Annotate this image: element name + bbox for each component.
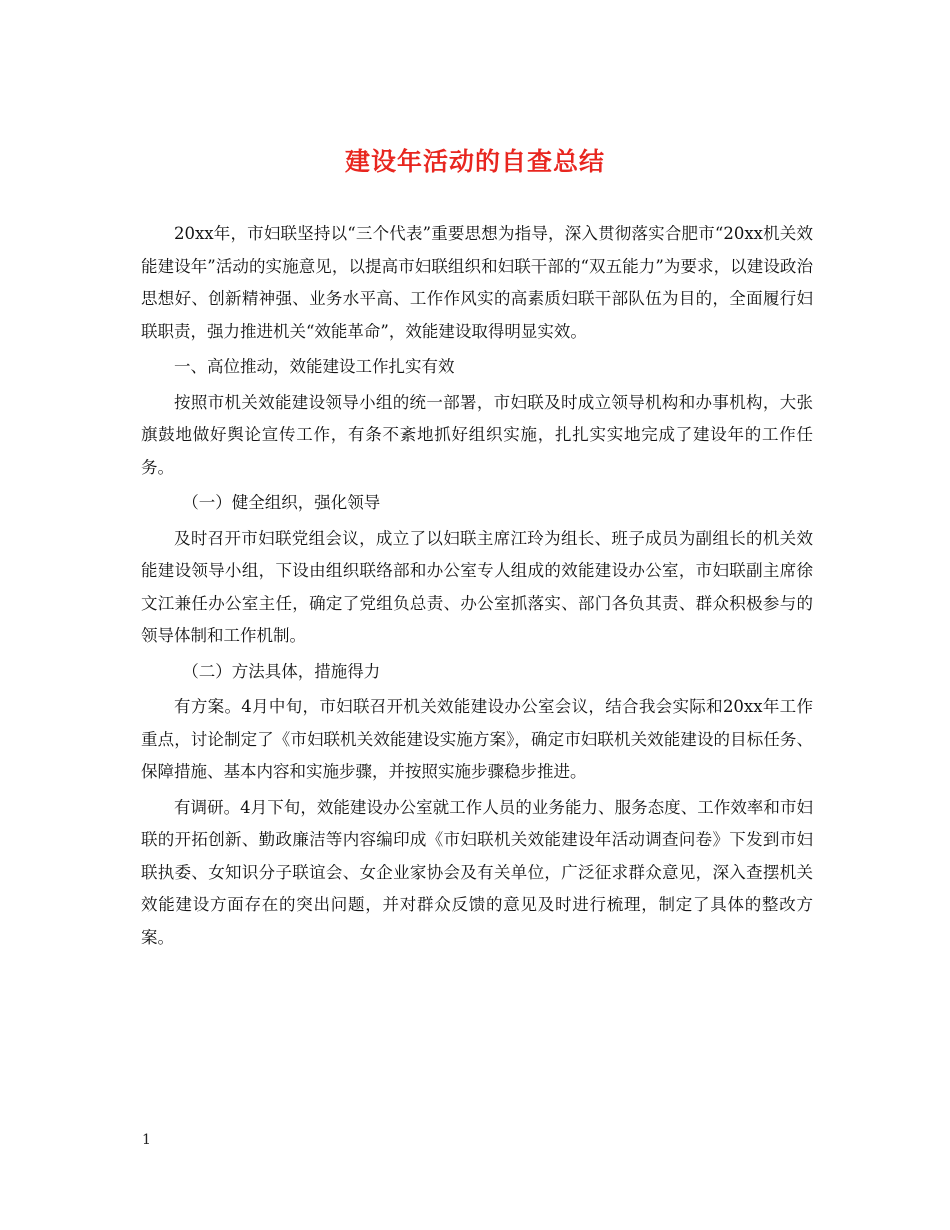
plan-paragraph: 有方案。4月中旬，市妇联召开机关效能建设办公室会议，结合我会实际和20xx年工作重点，讨论制定了《市妇联机关效能建设实施方案》，确定市妇联机关效能建设的目标任务、保障措施、基本内容和实施步骤，并按照实施步骤稳步推进。 (141, 697, 813, 781)
subsection-1-paragraph: 及时召开市妇联党组会议，成立了以妇联主席江玲为组长、班子成员为副组长的机关效能建设领导小组，下设由组织联络部和办公室专人组成的效能建设办公室，市妇联副主席徐文江兼任办公室主任，确定了党组负总责、办公室抓落实、部门各负其责、群众积极参与的领导体制和工作机制。 (141, 528, 813, 645)
intro-paragraph: 20xx年，市妇联坚持以“三个代表”重要思想为指导，深入贯彻落实合肥市“20xx机关效能建设年”活动的实施意见，以提高市妇联组织和妇联干部的“双五能力”为要求，以建设政治思想好、创新精神强、业务水平高、工作作风实的高素质妇联干部队伍为目的，全面履行妇联职责，强力推进机关“效能革命”，效能建设取得明显实效。 (141, 224, 813, 341)
subsection-heading-1: （一）健全组织，强化领导 (182, 493, 381, 512)
document-title: 建设年活动的自查总结 (344, 147, 605, 176)
subsection-heading-2: （二）方法具体，措施得力 (182, 661, 381, 681)
research-paragraph: 有调研。4月下旬，效能建设办公室就工作人员的业务能力、服务态度、工作效率和市妇联的开拓创新、勤政廉洁等内容编印成《市妇联机关效能建设年活动调查问卷》下发到市妇联执委、女知识分子联谊会、女企业家协会及有关单位，广泛征求群众意见，深入查摆机关效能建设方面存在的突出问题，并对群众反馈的意见及时进行梳理，制定了具体的整改方案。 (141, 797, 813, 947)
section-heading-1: 一、高位推动，效能建设工作扎实有效 (174, 357, 455, 376)
page-number: 1 (142, 1132, 151, 1148)
section-1-paragraph: 按照市机关效能建设领导小组的统一部署，市妇联及时成立领导机构和办事机构，大张旗鼓地做好舆论宣传工作，有条不紊地抓好组织实施，扎扎实实地完成了建设年的工作任务。 (141, 392, 813, 477)
document-body (141, 218, 813, 957)
